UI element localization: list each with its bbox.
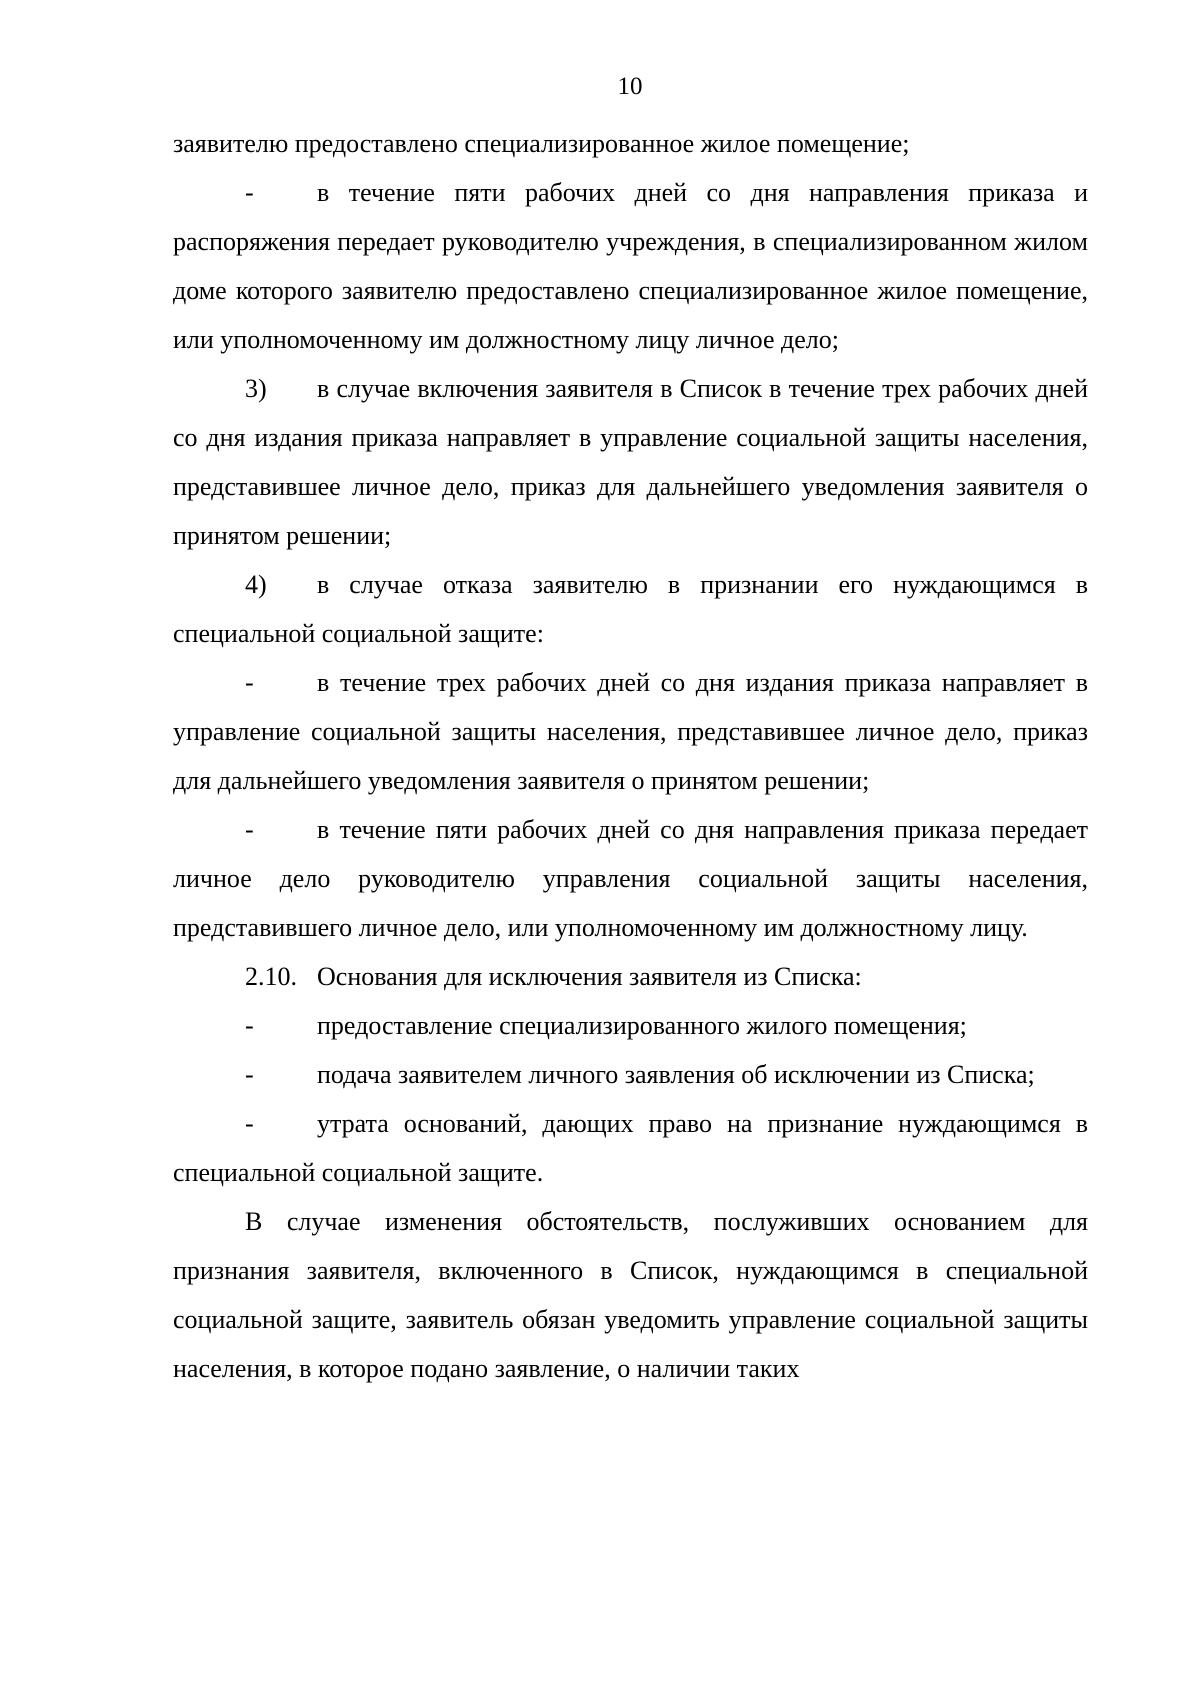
paragraph-text: В случае изменения обстоятельств, послуживших основанием для признания заявителя, включенного в Список, нуждающимся в специальной социальной защите, заявитель обязан уведомить управление социальной защиты населения, в которое подано заявление, о наличии таких xyxy=(173,1207,1088,1383)
list-item xyxy=(173,1099,1088,1197)
list-marker: - xyxy=(245,1060,254,1089)
list-item xyxy=(173,658,1088,805)
paragraph xyxy=(173,1197,1088,1393)
list-item-text: в случае отказа заявителю в признании его нуждающимся в специальной социальной защите: xyxy=(173,570,1088,648)
list-item-text: в случае включения заявителя в Список в течение трех рабочих дней со дня издания приказа направляет в управление социальной защиты населения, представившее личное дело, приказ для дальнейшего уведомления заявителя о принятом решении; xyxy=(173,374,1088,550)
list-item xyxy=(173,364,1088,560)
list-item-text: предоставление специализированного жилого помещения; xyxy=(317,1011,967,1040)
list-marker: - xyxy=(245,178,254,207)
list-item-text: в течение пяти рабочих дней со дня направления приказа передает личное дело руководителю управления социальной защиты населения, представившего личное дело, или уполномоченному им должностному лицу. xyxy=(173,815,1088,942)
list-item xyxy=(173,168,1088,364)
list-marker: 4) xyxy=(245,570,267,599)
paragraph-continuation xyxy=(173,119,1088,168)
list-marker: - xyxy=(245,668,254,697)
list-marker: - xyxy=(245,1109,254,1138)
document-body xyxy=(173,119,1088,1393)
list-marker: 3) xyxy=(245,374,267,403)
list-item xyxy=(173,560,1088,658)
list-marker: - xyxy=(245,1011,254,1040)
list-item-text: в течение трех рабочих дней со дня издания приказа направляет в управление социальной защиты населения, представившее личное дело, приказ для дальнейшего уведомления заявителя о принятом решении; xyxy=(173,668,1088,795)
list-item-text: подача заявителем личного заявления об исключении из Списка; xyxy=(317,1060,1035,1089)
page-number: 10 xyxy=(617,73,643,100)
list-marker: - xyxy=(245,815,254,844)
paragraph-text: заявителю предоставлено специализированное жилое помещение; xyxy=(173,129,910,158)
list-item xyxy=(173,1001,1088,1050)
list-item-text: в течение пяти рабочих дней со дня направления приказа и распоряжения передает руководителю учреждения, в специализированном жилом доме которого заявителю предоставлено специализированное жилое помещение, или уполномоченному им должностному лицу личное дело; xyxy=(173,178,1088,354)
section-number: 2.10. xyxy=(245,962,297,991)
list-item-text: утрата оснований, дающих право на признание нуждающимся в специальной социальной защите. xyxy=(173,1109,1088,1187)
section-heading-text: Основания для исключения заявителя из Списка: xyxy=(317,962,862,991)
section-heading xyxy=(173,952,1088,1001)
list-item xyxy=(173,805,1088,952)
list-item xyxy=(173,1050,1088,1099)
